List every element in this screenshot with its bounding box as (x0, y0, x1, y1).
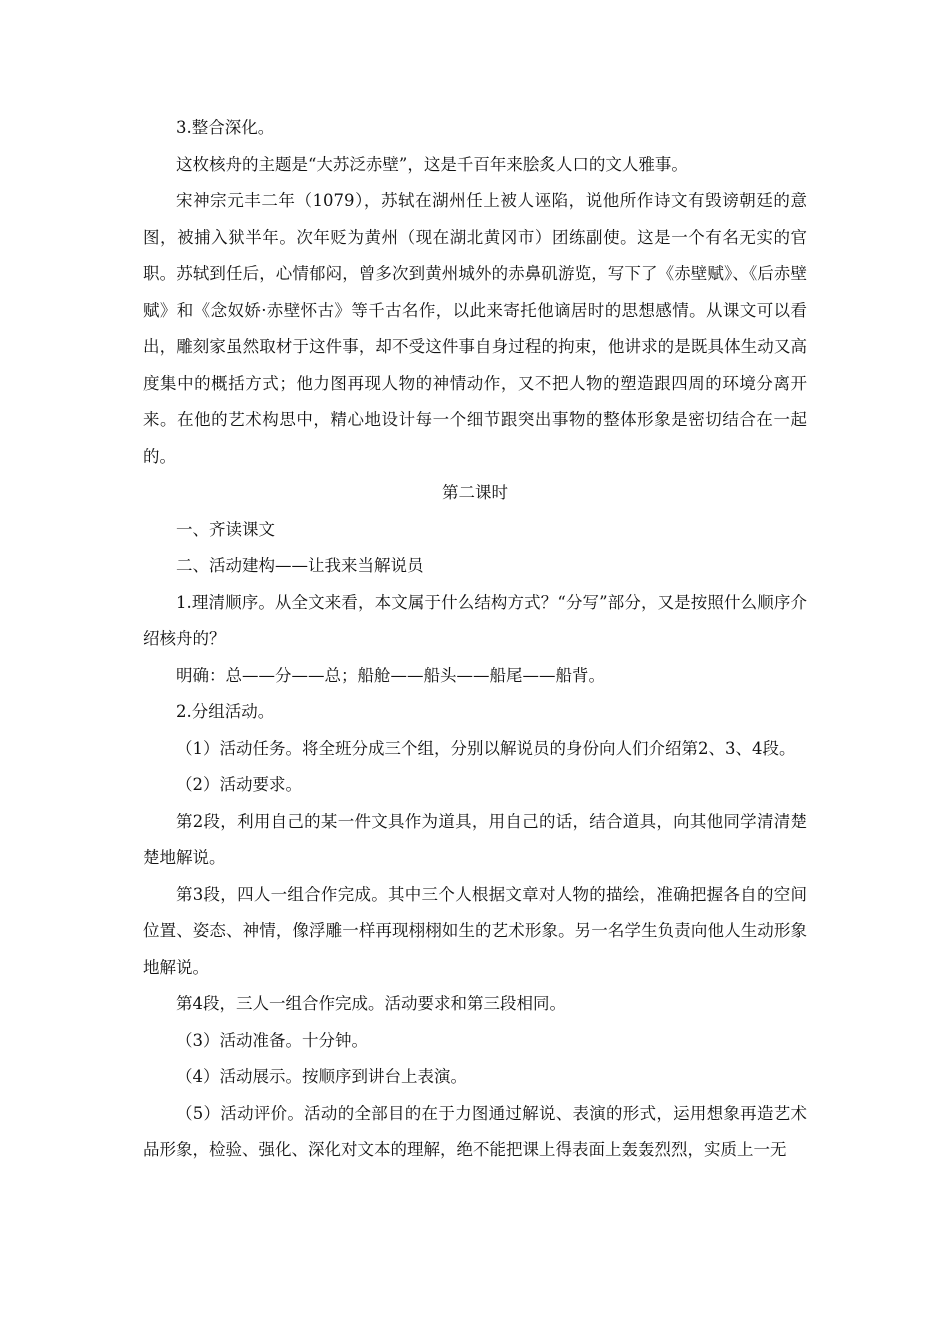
paragraph: 第4段，三人一组合作完成。活动要求和第三段相同。 (176, 994, 566, 1013)
paragraph: 第2段，利用自己的某一件文具作为道具，用自己的话，结合道具，向其他同学清清楚楚地解说。 (143, 811, 807, 867)
paragraph: 宋神宗元丰二年（1079），苏轼在湖州任上被人诬陷，说他所作诗文有毁谤朝廷的意图，被捕入狱半年。次年贬为黄州（现在湖北黄冈市）团练副使。这是一个有名无实的官职。苏轼到任后，心情郁闷，曾多次到黄州城外的赤鼻矶游览，写下了《赤壁赋》、《后赤壁赋》和《念奴娇·赤壁怀古》等千古名作，以此来寄托他谪居时的思想感情。从课文可以看出，雕刻家虽然取材于这件事，却不受这件事自身过程的拘束，他讲求的是既具体生动又高度集中的概括方式；他力图再现人物的神情动作，又不把人物的塑造跟四周的环境分离开来。在他的艺术构思中，精心地设计每一个细节跟突出事物的整体形象是密切结合在一起的。 (143, 191, 807, 466)
paragraph: （4）活动展示。按顺序到讲台上表演。 (176, 1067, 467, 1086)
paragraph: 二、活动建构——让我来当解说员 (176, 556, 424, 575)
document-page (143, 110, 807, 1169)
paragraph: （5）活动评价。活动的全部目的在于力图通过解说、表演的形式，运用想象再造艺术品形象，检验、强化、深化对文本的理解，绝不能把课上得表面上轰轰烈烈，实质上一无 (143, 1103, 807, 1159)
paragraph: （3）活动准备。十分钟。 (176, 1030, 368, 1050)
paragraph: 3.整合深化。 (176, 118, 275, 137)
paragraph: 第3段，四人一组合作完成。其中三个人根据文章对人物的描绘，准确把握各自的空间位置、姿态、神情，像浮雕一样再现栩栩如生的艺术形象。另一名学生负责向他人生动形象地解说。 (143, 884, 807, 977)
paragraph: （1）活动任务。将全班分成三个组，分别以解说员的身份向人们介绍第2、3、4段。 (176, 738, 796, 758)
paragraph: （2）活动要求。 (176, 775, 302, 794)
paragraph: 这枚核舟的主题是“大苏泛赤壁”，这是千百年来脍炙人口的文人雅事。 (176, 154, 688, 174)
paragraph: 一、齐读课文 (176, 519, 275, 539)
paragraph: 1.理清顺序。从全文来看，本文属于什么结构方式？“分写”部分，又是按照什么顺序介绍核舟的？ (143, 592, 807, 648)
paragraph: 明确：总——分——总；船舱——船头——船尾——船背。 (176, 665, 605, 685)
section-title: 第二课时 (442, 483, 508, 502)
paragraph: 2.分组活动。 (176, 702, 275, 721)
